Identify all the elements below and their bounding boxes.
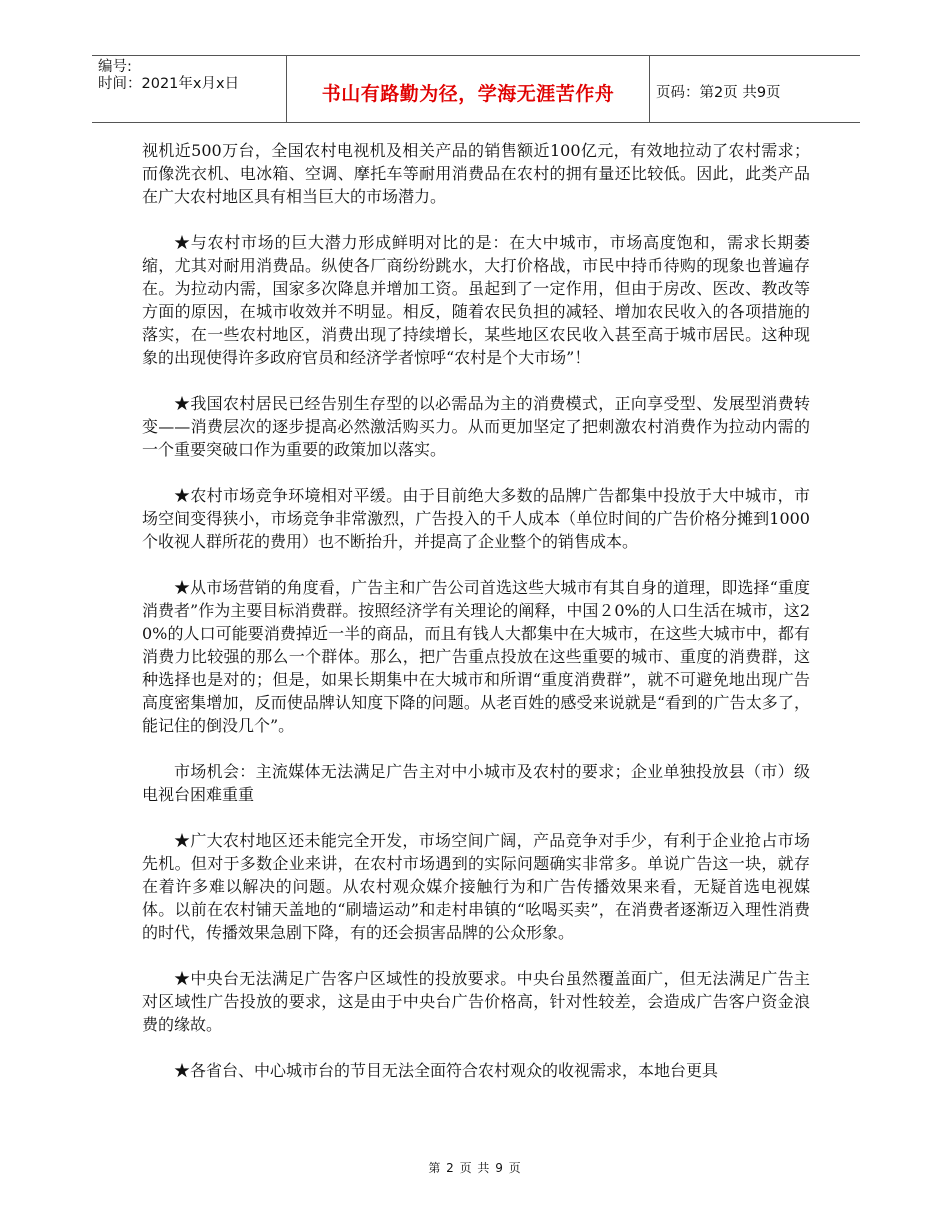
paragraph: ★中央台无法满足广告客户区域性的投放要求。中央台虽然覆盖面广，但无法满足广告主对区域性广告投放的要求，这是由于中央台广告价格高，针对性较差，会造成广告客户资金浪费的缘故。 <box>142 969 810 1034</box>
paragraph: 市场机会：主流媒体无法满足广告主对中小城市及农村的要求；企业单独投放县（市）级电视台困难重重 <box>142 762 810 804</box>
page-footer: 第 2 页 共 9 页 <box>428 1161 522 1175</box>
paragraph: ★从市场营销的角度看，广告主和广告公司首选这些大城市有其自身的道理，即选择“重度消费者”作为主要目标消费群。按照经济学有关理论的阐释，中国２0%的人口生活在城市，这20%的人口可能要消费掉近一半的商品，而且有钱人大都集中在大城市，在这些大城市中，都有消费力比较强的那么一个群体。那么，把广告重点投放在这些重要的城市、重度的消费群，这种选择也是对的；但是，如果长期集中在大城市和所谓“重度消费群”，就不可避免地出现广告高度密集增加，反而使品牌认知度下降的问题。从老百姓的感受来说就是“看到的广告太多了，能记住的倒没几个”。 <box>142 578 810 735</box>
paragraph: ★与农村市场的巨大潜力形成鲜明对比的是：在大中城市，市场高度饱和，需求长期萎缩，尤其对耐用消费品。纵使各厂商纷纷跳水，大打价格战，市民中持币待购的现象也普遍存在。为拉动内需，国家多次降息并增加工资。虽起到了一定作用，但由于房改、医改、教改等方面的原因，在城市收效并不明显。相反，随着农民负担的减轻、增加农民收入的各项措施的落实，在一些农村地区，消费出现了持续增长，某些地区农民收入甚至高于城市居民。这种现象的出现使得许多政府官员和经济学者惊呼“农村是个大市场”！ <box>142 233 810 367</box>
page-info: 页码：第2页 共9页 <box>656 84 781 101</box>
header-page-cell <box>650 60 860 122</box>
page-header <box>92 55 860 123</box>
paragraph: ★各省台、中心城市台的节目无法全面符合农村观众的收视需求，本地台更具 <box>174 1061 719 1080</box>
paragraph: 视机近500万台，全国农村电视机及相关产品的销售额近100亿元，有效地拉动了农村需求；而像洗衣机、电冰箱、空调、摩托车等耐用消费品在农村的拥有量还比较低。因此，此类产品在广大农村地区具有相当巨大的市场潜力。 <box>142 141 810 206</box>
paragraph: ★广大农村地区还未能完全开发，市场空间广阔，产品竞争对手少，有利于企业抢占市场先机。但对于多数企业来讲，在农村市场遇到的实际问题确实非常多。单说广告这一块，就存在着许多难以解决的问题。从农村观众媒介接触行为和广告传播效果来看，无疑首选电视媒体。以前在农村铺天盖地的“刷墙运动”和走村串镇的“吆喝买卖”，在消费者逐渐迈入理性消费的时代，传播效果急剧下降，有的还会损害品牌的公众形象。 <box>142 831 810 942</box>
header-motto-cell <box>286 56 650 122</box>
paragraph: ★农村市场竞争环境相对平缓。由于目前绝大多数的品牌广告都集中投放于大中城市，市场空间变得狭小，市场竞争非常激烈，广告投入的千人成本（单位时间的广告价格分摊到1000个收视人群所花的费用）也不断抬升，并提高了企业整个的销售成本。 <box>142 486 810 551</box>
header-meta-cell <box>92 56 286 122</box>
serial-label: 编号: <box>98 59 132 75</box>
time-label: 时间：2021年x月x日 <box>98 76 240 92</box>
paragraph: ★我国农村居民已经告别生存型的以必需品为主的消费模式，正向享受型、发展型消费转变——消费层次的逐步提高必然激活购买力。从而更加坚定了把刺激农村消费作为拉动内需的一个重要突破口作为重要的政策加以落实。 <box>142 394 810 459</box>
document-body <box>142 139 810 1082</box>
motto-text: 书山有路勤为径，学海无涯苦作舟 <box>321 82 615 105</box>
